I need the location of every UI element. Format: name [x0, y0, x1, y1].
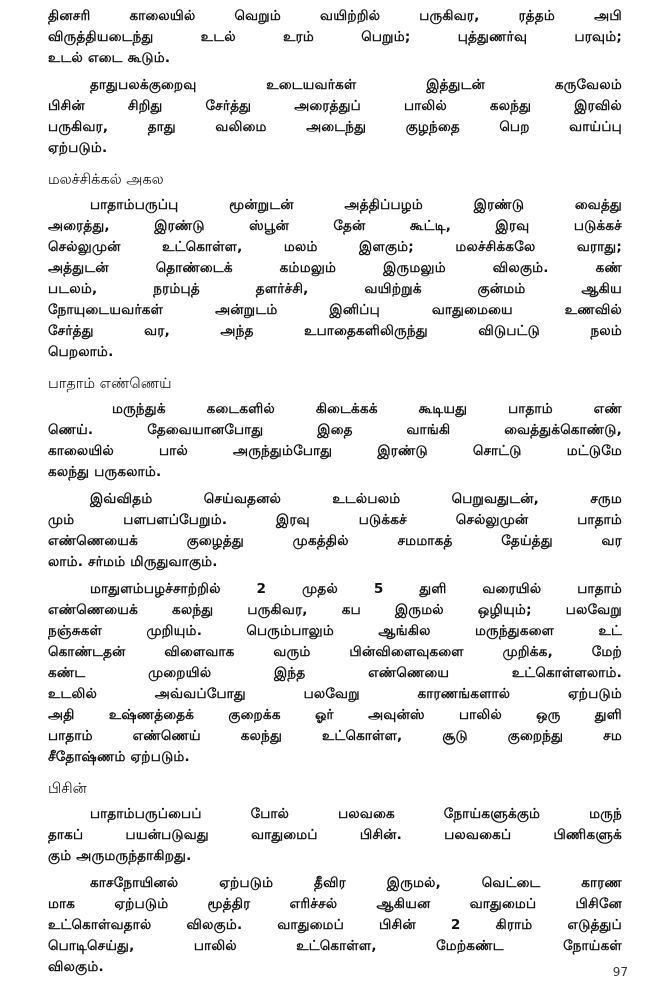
paragraph-pomegranate	[48, 579, 622, 768]
text-line: விருத்தியடைந்து உடல் உரம் பெறும்; புத்துணர்வு பரவும்;	[48, 29, 622, 45]
paragraph-skin-glow	[48, 489, 622, 573]
section-heading-almond-oil: பாதாம் எண்ணெய்	[48, 376, 172, 392]
text-line: மருந்துக் கடைகளில் கிடைக்கக் கூடியது பாதாம் எண்	[112, 401, 622, 417]
text-line: பெறலாம்.	[48, 344, 114, 360]
text-line: உடல் எடை கூடும்.	[48, 50, 171, 66]
text-line: எண்ணெயைக் கலந்து பருகிவர, கப இருமல் ஒழியும்; பலவேறு	[48, 602, 622, 618]
text-line: கும் அருமருந்தாகிறது.	[48, 848, 192, 864]
text-line: பொடிசெய்து, பாலில் உட்கொள்ள, மேற்கண்ட நோய்கள்	[48, 938, 622, 954]
text-line: கண்ட முறையில் இந்த எண்ணெயை உட்கொள்ளலாம்.	[48, 665, 622, 681]
text-line: பருகிவர, தாது வலிமை அடைந்து குழந்தை பெற வாய்ப்பு	[48, 119, 622, 135]
text-line: உடலில் அவ்வப்போது பலவேறு காரணங்களால் ஏற்படும்	[48, 686, 622, 702]
text-line: அதி உஷ்ணத்தைக் குறைக்க ஓர் அவுன்ஸ் பாலில் ஒரு துளி	[48, 707, 622, 723]
text-line: மும் பளபளப்பேறும். இரவு படுக்கச் செல்லுமுன் பாதாம்	[48, 512, 622, 528]
text-line: ணெய். தேவையானபோது இதை வாங்கி வைத்துக்கொண்டு,	[48, 422, 622, 438]
text-line: சேர்த்து வர, அந்த உபாதைகளிலிருந்து விடுபட்டு நலம்	[48, 323, 622, 339]
paragraph-resin-uses	[48, 804, 622, 867]
text-line: அரைத்து, இரண்டு ஸ்பூன் தேன் கூட்டி, இரவு படுக்கச்	[48, 218, 622, 234]
text-line: காலையில் பால் அருந்தும்போது இரண்டு சொட்டு மட்டுமே	[48, 443, 622, 459]
paragraph-tuberculosis	[48, 873, 622, 978]
text-line: லாம். சர்மம் மிருதுவாகும்.	[48, 554, 218, 570]
text-line: பாதாம் எண்ணெய் கலந்து உட்கொள்ள, சூடு குறைந்து சம	[48, 728, 622, 744]
text-line: பாதாம்பருப்பு மூன்றுடன் அத்திப்பழம் இரண்டு வைத்து	[90, 197, 622, 213]
text-line: உட்கொள்வதால் விலகும். வாதுமைப் பிசின் 2 கிராம் எடுத்துப்	[48, 917, 622, 933]
text-line: கொண்டதன் விளைவாக வரும் பின்விளைவுகளை முறிக்க, மேற்	[48, 644, 622, 660]
text-line: கலந்து பருகலாம்.	[48, 464, 162, 480]
text-line: மாதுளம்பழச்சாற்றில் 2 முதல் 5 துளி வரையில் பாதாம்	[90, 581, 622, 597]
text-line: அத்துடன் தொண்டைக் கம்மலும் இருமலும் விலகும். கண்	[48, 260, 622, 276]
text-line: எண்ணெயைக் குழைத்து முகத்தில் சமமாகத் தேய்த்து வர	[48, 533, 622, 549]
text-line: பிசின் சிறிது சேர்த்து அரைத்துப் பாலில் கலந்து இரவில்	[48, 98, 622, 114]
paragraph-blood-strength	[48, 6, 622, 69]
text-line: தாதுபலக்குறைவு உடையவர்கள் இத்துடன் கருவேலம்	[90, 77, 622, 93]
text-line: விலகும்.	[48, 959, 104, 975]
text-line: செல்லுமுன் உட்கொள்ள, மலம் இளகும்; மலச்சிக்கலே வராது;	[48, 239, 622, 255]
section-heading-constipation: மலச்சிக்கல் அகல	[48, 172, 164, 188]
section-heading-resin: பிசின்	[48, 781, 87, 797]
text-line: காசநோயினல் ஏற்படும் தீவிர இருமல், வெட்டை காரண	[90, 875, 622, 891]
text-line: பாதாம்பருப்பைப் போல் பலவகை நோய்களுக்கும் மருந்	[90, 806, 622, 822]
page-number: 97	[612, 965, 628, 979]
text-line: நோயுடையவர்கள் அன்றுடம் இனிப்பு வாதுமையை உணவில்	[48, 302, 622, 318]
paragraph-vitality	[48, 75, 622, 159]
text-line: தாகப் பயன்படுவது வாதுமைப் பிசின். பலவகைப் பிணிகளுக்	[48, 827, 622, 843]
text-line: ஏற்படும்.	[48, 140, 108, 156]
text-line: மாக ஏற்படும் மூத்திர எரிச்சல் ஆகியன வாதுமைப் பிசினே	[48, 896, 622, 912]
text-line: படலம், நரம்புத் தளர்ச்சி, வயிற்றுக் குன்மம் ஆகிய	[48, 281, 622, 297]
text-line: இவ்விதம் செய்வதனல் உடல்பலம் பெறுவதுடன், சரும	[90, 491, 622, 507]
paragraph-almond-oil-shops	[48, 399, 622, 483]
paragraph-constipation	[48, 195, 622, 363]
text-line: நஞ்சுகள் முறியும். பெரும்பாலும் ஆங்கில மருந்துகளை உட்	[48, 623, 622, 639]
text-line: தினசரி காலையில் வெறும் வயிற்றில் பருகிவர, ரத்தம் அபி	[48, 8, 622, 24]
text-line: சீதோஷ்ணம் ஏற்படும்.	[48, 749, 190, 765]
